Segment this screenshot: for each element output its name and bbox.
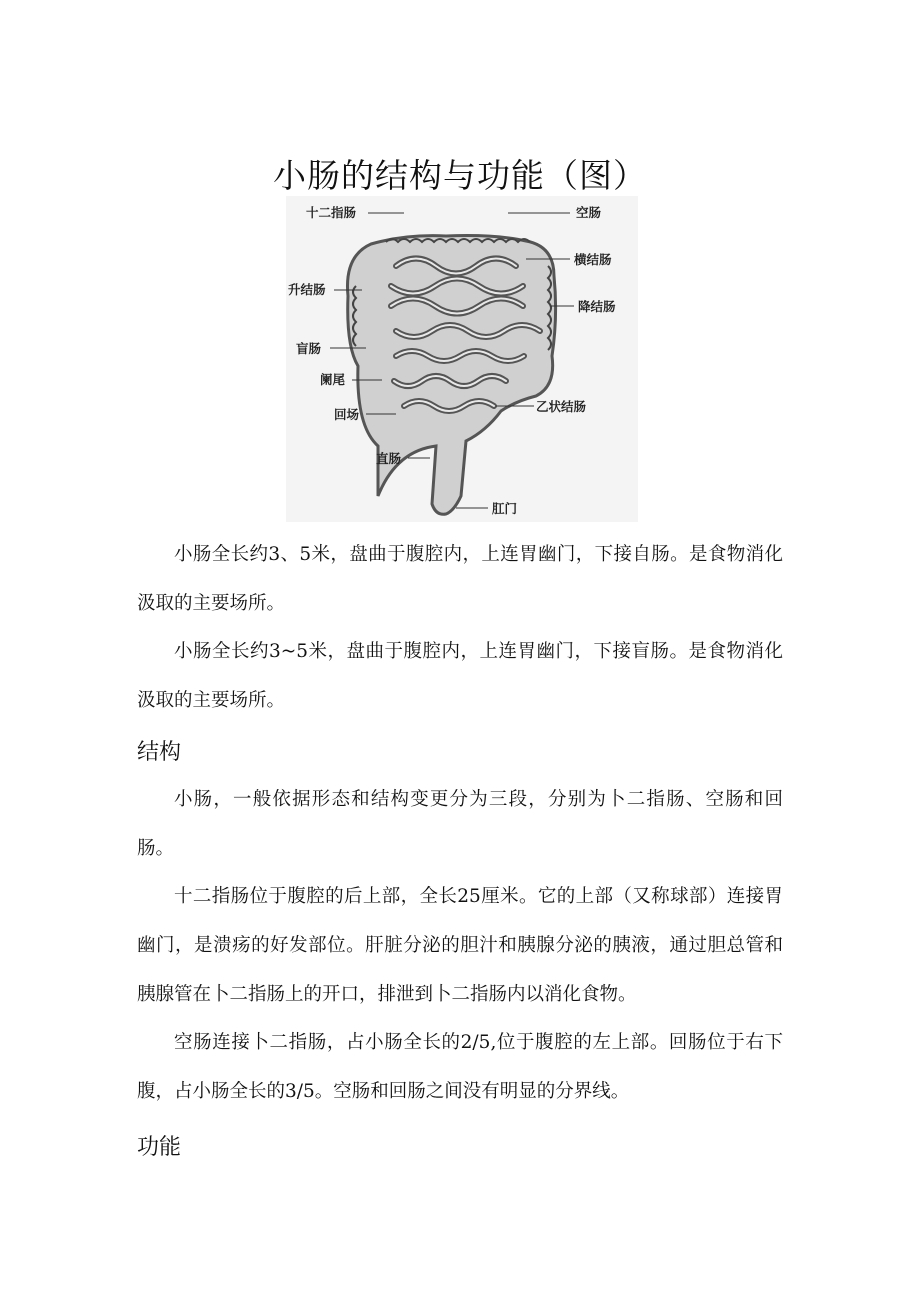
label-sigmoid-colon: 乙状结肠: [536, 399, 587, 414]
label-ascending-colon: 升结肠: [288, 282, 326, 297]
section-heading-structure: 结构: [137, 740, 182, 765]
intro-paragraph-1: 小肠全长约3、5米，盘曲于腹腔内，上连胃幽门，下接自肠。是食物消化汲取的主要场所。: [137, 544, 783, 614]
label-jejunum: 空肠: [576, 205, 602, 220]
label-duodenum: 十二指肠: [306, 205, 357, 220]
label-cecum: 盲肠: [296, 341, 322, 356]
section-heading-function: 功能: [137, 1135, 182, 1160]
label-rectum: 直肠: [376, 451, 402, 466]
structure-paragraph-3: 空肠连接卜二指肠，占小肠全长的2/5,位于腹腔的左上部。回肠位于右下腹，占小肠全长的3/5。空肠和回肠之间没有明显的分界线。: [137, 1032, 783, 1102]
intestine-illustration: [286, 196, 638, 522]
label-descending-colon: 降结肠: [578, 299, 616, 314]
label-transverse-colon: 横结肠: [574, 252, 612, 267]
intro-paragraph-2: 小肠全长约3~5米，盘曲于腹腔内，上连胃幽门，下接盲肠。是食物消化汲取的主要场所。: [137, 641, 783, 711]
label-appendix: 阑尾: [320, 372, 346, 387]
page-title: 小肠的结构与功能（图）: [273, 156, 647, 196]
intestine-diagram: [286, 196, 638, 522]
label-anus: 肛门: [492, 501, 518, 516]
structure-paragraph-1: 小肠，一般依据形态和结构变更分为三段，分别为卜二指肠、空肠和回肠。: [137, 789, 783, 859]
label-ileum: 回场: [334, 407, 360, 422]
structure-paragraph-2: 十二指肠位于腹腔的后上部，全长25厘米。它的上部（又称球部）连接胃幽门，是溃疡的好发部位。肝脏分泌的胆汁和胰腺分泌的胰液，通过胆总管和胰腺管在卜二指肠上的开口，排泄到卜二指肠内以消化食物。: [137, 886, 783, 1005]
